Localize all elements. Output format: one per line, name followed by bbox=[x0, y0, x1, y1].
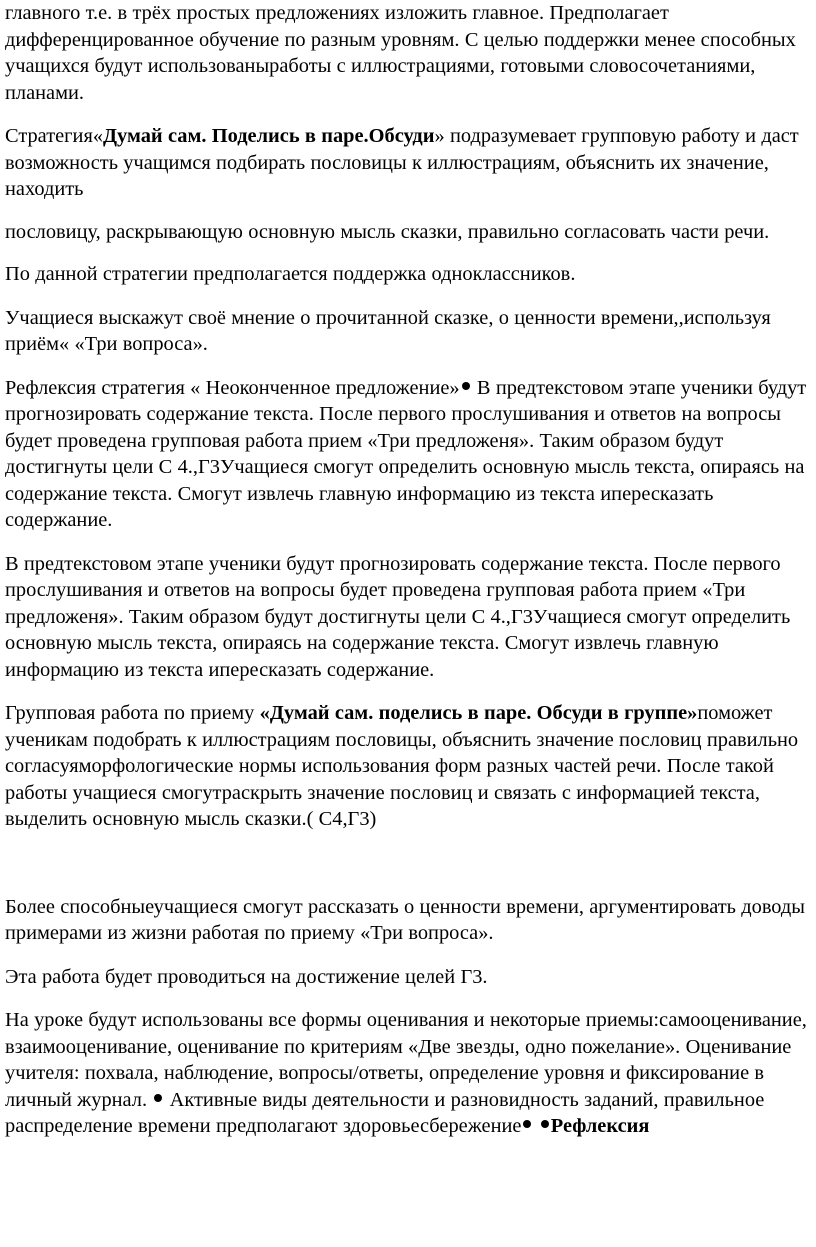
paragraph-1-text: главного т.е. в трёх простых предложениях изложить главное. Предполагает дифференцированное обучение по разным уровням. С целью поддержки менее способных учащихся будут использованыработы с иллюстрациями, готовыми словосочетаниями, планами. bbox=[5, 2, 796, 104]
paragraph-2-rest: » подразумевает групповую работу и даст возможность учащимся подбирать пословицы к иллюстрациям, объяснить их значение, находить bbox=[5, 125, 799, 200]
paragraph-3 bbox=[5, 219, 810, 246]
strategy-name-bold: Думай сам. Поделись в паре.Обсуди bbox=[103, 125, 435, 147]
bullet-icon bbox=[154, 1094, 162, 1102]
bullet-icon bbox=[541, 1120, 549, 1128]
paragraph-5 bbox=[5, 305, 810, 358]
paragraph-5-text: Учащиеся выскажут своё мнение о прочитанной сказке, о ценности времени,,используя приём« «Три вопроса». bbox=[5, 306, 771, 355]
paragraph-8-rest: поможет ученикам подобрать к иллюстрациям пословицы, объяснить значение пословиц правильно согласуяморфологические нормы использования форм разных частей речи. После такой работы учащиеся смогутраскрыть значение пословиц и связать с информацией текста, выделить основную мысль сказки.( С4,Г3) bbox=[5, 702, 799, 830]
paragraph-8 bbox=[5, 700, 810, 833]
paragraph-9-text: Более способныеучащиеся смогут рассказать о ценности времени, аргументировать доводы примерами из жизни работая по приему «Три вопроса». bbox=[5, 895, 805, 944]
paragraph-11 bbox=[5, 1007, 810, 1140]
paragraph-2-lead: Стратегия« bbox=[5, 125, 104, 147]
paragraph-8-lead: Групповая работа по приему bbox=[5, 702, 260, 724]
paragraph-7 bbox=[5, 551, 810, 684]
paragraph-3-text: пословицу, раскрывающую основную мысль сказки, правильно согласовать части речи. bbox=[5, 220, 770, 243]
paragraph-10 bbox=[5, 964, 810, 991]
reflection-bold: Рефлексия bbox=[550, 1115, 650, 1137]
paragraph-2 bbox=[5, 123, 810, 203]
paragraph-7-text: В предтекстовом этапе ученики будут прогнозировать содержание текста. После первого прослушивания и ответов на вопросы будет проведена групповая работа прием «Три предложеня». Таким образом будут достигнуты цели С 4.,Г3Учащиеся смогут определить основную мысль текста, опираясь на содержание текста. Смогут извлечь главную информацию из текста ипересказать содержание. bbox=[5, 552, 791, 681]
paragraph-6-lead: Рефлексия стратегия « Неоконченное предложение» bbox=[5, 376, 460, 399]
bullet-icon bbox=[462, 382, 470, 390]
paragraph-1 bbox=[5, 0, 810, 106]
paragraph-9 bbox=[5, 894, 810, 947]
strategy-name-bold: «Думай сам. поделись в паре. Обсуди в группе» bbox=[259, 702, 698, 724]
bullet-icon bbox=[523, 1120, 531, 1128]
paragraph-4-text: По данной стратегии предполагается поддержка одноклассников. bbox=[5, 263, 576, 285]
paragraph-6-rest: В предтекстовом этапе ученики будут прогнозировать содержание текста. После первого прослушивания и ответов на вопросы будет проведена групповая работа прием «Три предложеня». Таким образом будут достигнуты цели С 4.,Г3Учащиеся смогут определить основную мысль текста, опираясь на содержание текста. Смогут извлечь главную информацию из текста ипересказать содержание. bbox=[5, 376, 807, 531]
paragraph-6 bbox=[5, 375, 810, 534]
paragraph-4 bbox=[5, 261, 810, 288]
paragraph-11-lead: На уроке будут использованы все формы оценивания и некоторые приемы:самооценивание, взаимооценивание, оценивание по критериям «Две звезды, одно пожелание». Оценивание учителя: похвала, наблюдение, вопросы/ответы, определение уровня и фиксирование в личный журнал. bbox=[5, 1009, 807, 1111]
paragraph-10-text: Эта работа будет проводиться на достижение целей Г3. bbox=[5, 965, 488, 988]
paragraph-11-mid: Активные виды деятельности и разновидность заданий, правильное распределение времени предполагают здоровьесбережение bbox=[5, 1088, 765, 1137]
